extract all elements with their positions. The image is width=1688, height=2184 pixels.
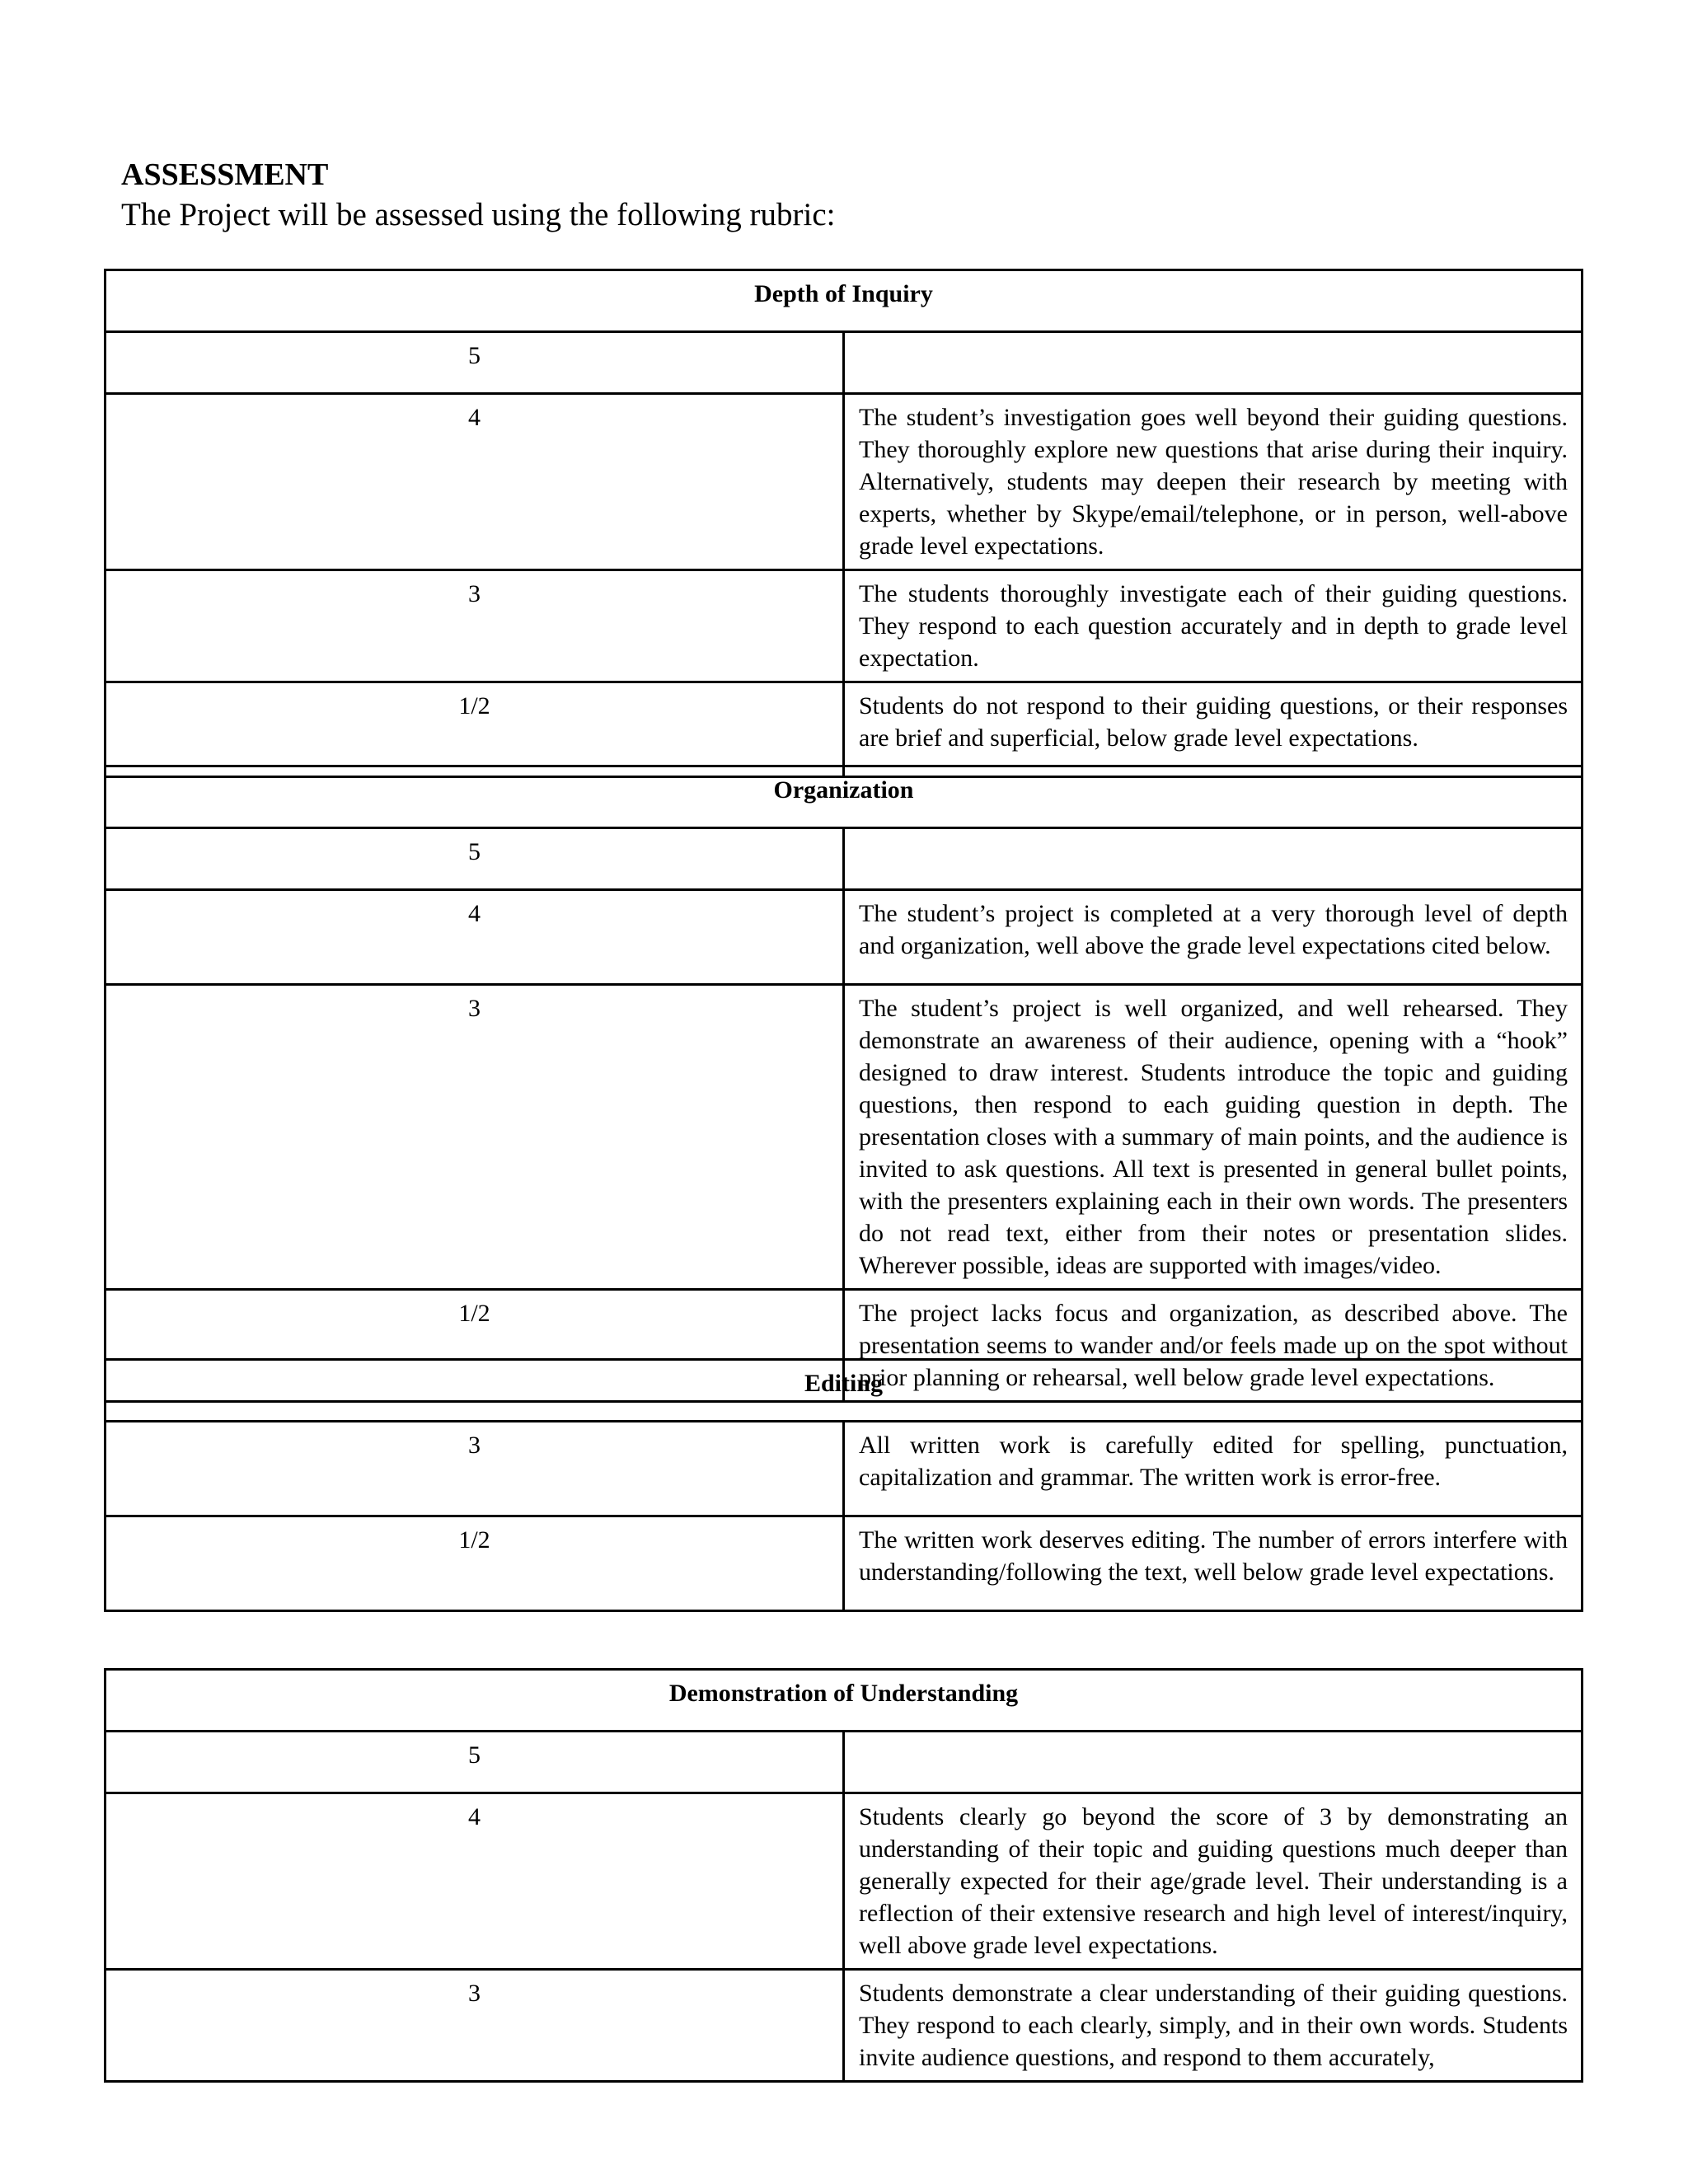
rubric-row bbox=[106, 1732, 1582, 1793]
score-cell: 5 bbox=[106, 828, 844, 890]
rubric-title: Organization bbox=[106, 766, 1582, 828]
score-cell: 4 bbox=[106, 1793, 844, 1970]
rubric-intro: The Project will be assessed using the following rubric: bbox=[121, 197, 836, 232]
rubric-title-row bbox=[106, 270, 1582, 332]
criteria-cell bbox=[844, 1732, 1582, 1793]
rubric-row bbox=[106, 570, 1582, 682]
score-cell: 3 bbox=[106, 1970, 844, 2082]
score-cell: 1/2 bbox=[106, 1290, 844, 1402]
criteria-cell: All written work is carefully edited for spelling, punctuation, capitalization and grammar. The written work is error-free. bbox=[844, 1422, 1582, 1516]
criteria-cell: The written work deserves editing. The number of errors interfere with understanding/following the text, well below grade level expectations. bbox=[844, 1516, 1582, 1611]
criteria-cell: Students do not respond to their guiding questions, or their responses are brief and superficial, below grade level expectations. bbox=[844, 682, 1582, 777]
criteria-cell: Students demonstrate a clear understanding of their guiding questions. They respond to each clearly, simply, and in their own words. Students invite audience questions, and respond to them accurately, bbox=[844, 1970, 1582, 2082]
rubric-row bbox=[106, 985, 1582, 1290]
rubric-row bbox=[106, 682, 1582, 777]
criteria-cell: The student’s project is completed at a very thorough level of depth and organization, well above the grade level expectations cited below. bbox=[844, 890, 1582, 985]
rubric-row bbox=[106, 1970, 1582, 2082]
score-cell: 1/2 bbox=[106, 682, 844, 777]
rubric-editing bbox=[104, 1358, 1583, 1612]
criteria-cell bbox=[844, 828, 1582, 890]
rubric-row bbox=[106, 1516, 1582, 1611]
score-cell: 5 bbox=[106, 332, 844, 394]
criteria-cell: The project lacks focus and organization, as described above. The presentation seems to wander and/or feels made up on the spot without prior planning or rehearsal, well below grade level expectations. bbox=[844, 1290, 1582, 1402]
assessment-heading: ASSESSMENT bbox=[121, 157, 329, 192]
score-cell: 4 bbox=[106, 890, 844, 985]
rubric-depth-of-inquiry bbox=[104, 269, 1583, 778]
criteria-cell: Students clearly go beyond the score of 3 by demonstrating an understanding of their topic and guiding questions much deeper than generally expected for their age/grade level. Their understanding is a reflection of their extensive research and high level of interest/inquiry, well above grade level expectations. bbox=[844, 1793, 1582, 1970]
score-cell: 4 bbox=[106, 394, 844, 570]
rubric-row bbox=[106, 394, 1582, 570]
score-cell: 3 bbox=[106, 570, 844, 682]
score-cell: 5 bbox=[106, 1732, 844, 1793]
criteria-cell bbox=[844, 332, 1582, 394]
rubric-title-row bbox=[106, 766, 1582, 828]
rubric-title: Depth of Inquiry bbox=[106, 270, 1582, 332]
rubric-title-row bbox=[106, 1670, 1582, 1732]
rubric-row bbox=[106, 332, 1582, 394]
score-cell: 3 bbox=[106, 985, 844, 1290]
rubric-organization bbox=[104, 765, 1583, 1403]
rubric-row bbox=[106, 1793, 1582, 1970]
rubric-row bbox=[106, 828, 1582, 890]
rubric-demonstration-of-understanding bbox=[104, 1668, 1583, 2083]
criteria-cell: The students thoroughly investigate each of their guiding questions. They respond to each question accurately and in depth to grade level expectation. bbox=[844, 570, 1582, 682]
rubric-row bbox=[106, 1422, 1582, 1516]
rubric-title: Demonstration of Understanding bbox=[106, 1670, 1582, 1732]
criteria-cell: The student’s project is well organized, and well rehearsed. They demonstrate an awareness of their audience, opening with a “hook” designed to draw interest. Students introduce the topic and guiding questions, then respond to each guiding question in depth. The presentation closes with a summary of main points, and the audience is invited to ask questions. All text is presented in general bullet points, with the presenters explaining each in their own words. The presenters do not read text, either from their notes or presentation slides. Wherever possible, ideas are supported with images/video. bbox=[844, 985, 1582, 1290]
score-cell: 3 bbox=[106, 1422, 844, 1516]
rubric-title: Editing bbox=[106, 1360, 1582, 1422]
rubric-title-row bbox=[106, 1360, 1582, 1422]
rubric-row bbox=[106, 890, 1582, 985]
criteria-cell: The student’s investigation goes well beyond their guiding questions. They thoroughly explore new questions that arise during their inquiry. Alternatively, students may deepen their research by meeting with experts, whether by Skype/email/telephone, or in person, well-above grade level expectations. bbox=[844, 394, 1582, 570]
score-cell: 1/2 bbox=[106, 1516, 844, 1611]
